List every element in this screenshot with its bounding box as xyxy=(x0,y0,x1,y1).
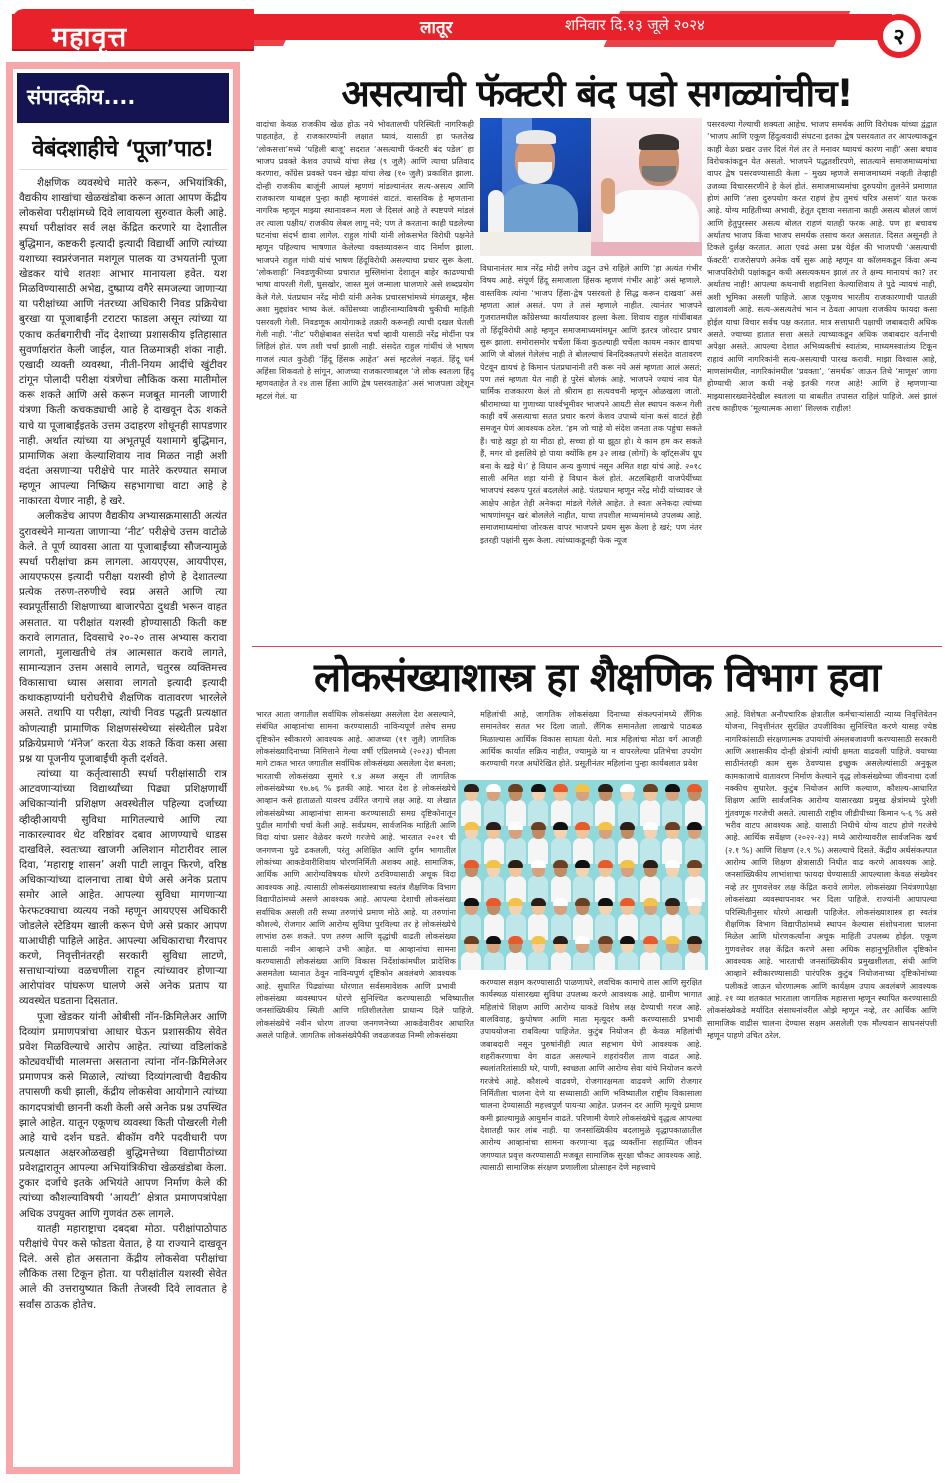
crowd-person xyxy=(684,822,706,860)
article-factory-of-lies xyxy=(252,62,942,642)
article2-headline: लोकसंख्याशास्त्र हा शैक्षणिक विभाग हवा xyxy=(313,655,881,701)
crowd-person xyxy=(549,784,571,822)
crowd-person xyxy=(505,822,527,860)
editorial-title: वेबंदशाहीचे ‘पूजा’पाठ! xyxy=(19,129,227,170)
crowd-person xyxy=(572,784,594,822)
person-hair xyxy=(508,860,523,868)
crowd-person xyxy=(684,860,706,898)
crowd-person xyxy=(594,936,616,970)
crowd-person xyxy=(527,898,549,936)
masthead xyxy=(0,0,945,55)
crowd-person xyxy=(639,860,661,898)
crowd-person xyxy=(460,784,482,822)
person-hair xyxy=(643,936,658,944)
person-hair xyxy=(620,822,635,830)
person-body xyxy=(662,952,682,970)
crowd-person xyxy=(527,936,549,970)
person-hair xyxy=(486,784,501,792)
crowd-person xyxy=(482,822,504,860)
person-hair xyxy=(464,784,479,792)
crowd-person xyxy=(639,898,661,936)
crowd-person xyxy=(482,784,504,822)
article2-column-3 xyxy=(707,708,937,1473)
issue-date: शनिवार दि.१३ जूले २०२४ xyxy=(565,16,705,34)
editorial-paragraph: यातही महाराष्ट्राचा दबदबा मोठा. परीक्षांपाठोपाठ परीक्षांचे पेपर कसे फोडता येतात, हे या राज्याने दाखवून दिले. असे होत असताना केंद्रीय लोकसेवा परीक्षांचा लौकिक तसा टिकून होता. या परीक्षांतील यशस्वी सेवेत आले की उत्तरायुष्यात किती तेजस्वी दिवे लावतात हे सर्वांस ठाऊक होतेच. xyxy=(19,1222,227,1311)
person-hair xyxy=(508,936,523,944)
crowd-person xyxy=(661,822,683,860)
person-hair xyxy=(598,784,613,792)
article-demography-department xyxy=(252,648,942,1478)
person-hair xyxy=(598,822,613,830)
crowd-person xyxy=(482,860,504,898)
person-hair xyxy=(687,898,702,906)
crowd-illustration xyxy=(458,780,708,970)
person-hair xyxy=(464,898,479,906)
figure-beard xyxy=(518,162,552,184)
crowd-person xyxy=(572,898,594,936)
crowd-person xyxy=(482,898,504,936)
person-hair xyxy=(531,860,546,868)
article1-photo xyxy=(480,118,702,256)
crowd-person xyxy=(482,936,504,970)
editorial-inner xyxy=(13,69,233,1467)
person-hair xyxy=(687,784,702,792)
article1-column-2: विधानानंतर मात्र नरेंद्र मोदी लगेच उठून उभे राहिले आणि ‘हा अत्यंत गंभीर विषय आहे. संपूर्ण हिंदू समाजाला हिंसक म्हणणं गंभीर आहे’ असं म्हणाले. वास्तविक त्यांना ‘भाजप हिंसा-द्वेष पसरवतो हे सिद्ध करून दाखवा’ असं म्हणता आलं असतं. पण ते तसं म्हणाले नाहीत. त्यानंतर भाजपने गुजरातमधील काँग्रेसच्या कार्यालयावर हल्ला केला. शिवाय राहुल गांधींबाबत तो हिंदूविरोधी आहे म्हणून समाजमाध्यमांमधून आणि इतरत्र जोरदार प्रचार सुरू झाला. समोरासमोर चर्चेला किंवा कुठल्याही चर्चेला कायम नकार द्यायचा आणि जे बोललं गेलेलंच नाही ते बोलल्याचं बिनदिक्कतपणे संसदेत वातावरण पेटवून द्यायचं हे किमान पंतप्रधानांनी तरी करू नये असं म्हणता आलं असतं; पण तसं म्हणता येत नाही हे पुरेसं बोलकं आहे. भाजपने ज्याचं नाव घेत धार्मिक राजकारण केलं तो श्रीराम हा सत्यवचनी म्हणून ओळखला जातो. श्रीरामाच्या या गुणाच्या पार्श्वभूमीवर भाजपने आयटी सेल स्थापन करून गेली काही वर्षे असत्याचा सतत प्रचार करणं केशव उपाध्ये यांना कसं वाटतं हेही समजून घेणं आवश्यक ठरेल. ‘हम जो चाहे वो संदेश जनता तक पहुंचा सकते हैं। चाहे खट्टा हो या मीठा हो, सच्चा हो या झूठा हो। ये काम हम कर सकते हैं, मगर वो इसलिये हो पाया क्योंकि हम ३२ लाख (लोगों) के व्हॉट्सॲप ग्रूप बना के खड़े थे।’ हे विधान अन्य कुणाचं नसून अमित शहा यांचं आहे. २०१८ साली अमित शहा यांनी हे विधान केलं होतं. अटलबिहारी वाजपेयींच्या भाजपचं स्वरूप पुरतं बदललेलं आहे. पंतप्रधान म्हणून नरेंद्र मोदी यांच्यावर जे आक्षेप आहेत तेही अनेकदा मांडले गेलेले आहेत. ते स्वतः अनेकदा त्यांच्या भाषणांमधून खरं बोललेले नाहीत, याचा तपशील माध्यमांमध्ये उपलब्ध आहे. समाजमाध्यमांचा जोरकस वापर भाजपने प्रथम सुरू केला हे खरं; पण नंतर इतरही पक्षांनी सुरू केला. त्यांच्याकडूनही फेक न्यूज xyxy=(480,263,702,545)
person-hair xyxy=(464,822,479,830)
person-hair xyxy=(508,822,523,830)
crowd-person xyxy=(460,936,482,970)
person-hair xyxy=(464,936,479,944)
crowd-person xyxy=(639,822,661,860)
article1-column-1: वादांचा केवळ राजकीय खेळ होऊ नये भोवतालची परिस्थिती नागरिकही पाहताहेत, हे राजकारण्यांनी लक्षात घ्यावं, यासाठी हा फलतेख ‘लोकसत्ता’मध्ये ‘पहिली बाजू’ सदरात ‘असत्याची फॅक्टरी बंद पडेल’ हा भाजप प्रवक्ते केशव उपाध्ये यांचा लेख (९ जुलै) आणि त्याचा प्रतिवाद करणारा, काँग्रेस प्रवक्ते पवन खेड़ा यांचा लेख (१० जुलै) प्रकाशित झाला. दोन्ही राजकीय बाजूंनी आपलं म्हणणं मांडल्यानंतर सत्य-असत्य आणि राजकारण याबद्दल पुन्हा काही म्हणावंसं वाटतं. वास्तविक हे म्हणताना नागरिक म्हणून माझ्या स्थानावरून मला जे दिसलं आहे ते स्पष्टपणे मांडलं तर त्याला पक्षीय/ राजकीय लेबल लागू नये; पण ते करताना काही घडलेल्या घटनांचा संदर्भ द्यावा लागेल. राहुल गांधी यांनी लोकसभेत विरोधी पक्षनेते म्हणून पहिल्याच भाषणात केलेल्या वक्तव्यावरून वाद निर्माण झाला. भाजपने राहुल गांधी यांचं भाषण हिंदूविरोधी असल्याचा प्रचार सुरू केला. ‘लोकशाही’ निवडणुकीच्या प्रचारात मुस्लिमांना देशातून बाहेर काढण्याची भाषा वापरली गेली, घुसखोर, जास्त मुलं जन्माला घालणारे असे शब्दप्रयोग केले गेले. पंतप्रधान नरेंद्र मोदी यांनी अनेक प्रचारसभांमध्ये मंगळसूत्र, म्हैस अशा मुद्द्यांवर भाष्य केलं. काँग्रेसच्या जाहीरनाम्याविषयी चुकीची माहिती पसरवली गेली. निवडणूक आयोगाकडे तक्रारी करूनही त्याची दखल घेतली गेली नाही. ‘नीट’ परीक्षेबाबत संसदेत चर्चा व्हावी यासाठी नरेंद्र मोदींना पत्र लिहिलं होतं. पण तशी चर्चा झाली नाही. संसदेत राहुल गांधींचं जे भाषण गाजलं त्यात कुठेही ‘हिंदू हिंसक आहेत’ असं म्हटलेलं नव्हतं. हिंदू धर्म अहिंसा शिकवतो हे सांगून, आजच्या राजकारणाबद्दल ‘जे लोक स्वतःला हिंदू म्हणवताहेत ते २४ तास हिंसा आणि द्वेष पसरवताहेत’ असं भाजपला उद्देशून म्हटलं गेलं. या xyxy=(256,119,474,401)
person-hair xyxy=(687,860,702,868)
crowd-person xyxy=(505,860,527,898)
person-body xyxy=(640,952,660,970)
crowd-person xyxy=(661,860,683,898)
person-hair xyxy=(620,784,635,792)
person-hair xyxy=(464,860,479,868)
person-hair xyxy=(575,898,590,906)
crowd-person xyxy=(549,822,571,860)
person-hair xyxy=(687,822,702,830)
crowd-person xyxy=(661,898,683,936)
section-divider xyxy=(252,646,942,647)
paper-logo: महावृत्त xyxy=(52,22,128,53)
person-hair xyxy=(598,860,613,868)
person-hair xyxy=(643,822,658,830)
person-hair xyxy=(486,822,501,830)
person-hair xyxy=(665,898,680,906)
person-hair xyxy=(508,898,523,906)
crowd-person xyxy=(460,822,482,860)
image-wrap-spacer xyxy=(707,782,725,982)
podium xyxy=(591,242,702,256)
person-hair xyxy=(643,898,658,906)
crowd-person xyxy=(549,936,571,970)
crowd-person xyxy=(527,784,549,822)
person-hair xyxy=(553,936,568,944)
photo-politician-right xyxy=(591,118,702,256)
article1-headline: असत्याची फॅक्टरी बंद पडो सगळ्यांचीच! xyxy=(341,72,853,115)
photo-politician-left xyxy=(480,118,591,256)
person-hair xyxy=(665,784,680,792)
person-body xyxy=(573,952,593,970)
person-body xyxy=(506,952,526,970)
crowd-person xyxy=(617,822,639,860)
person-body xyxy=(484,952,504,970)
page-number-badge: २ xyxy=(877,14,921,58)
crowd-person xyxy=(617,860,639,898)
person-hair xyxy=(665,860,680,868)
person-hair xyxy=(575,860,590,868)
article1-column-3: पसरवल्या गेल्याची शक्यता आहेच. भाजप समर्थक आणि विरोधक यांच्या द्वंद्वात ‘भाजप आणि एकूण हिंदुत्ववादी संघटना इतका द्वेष पसरवतात तर आपल्याकडून काही वेळा प्रखर उत्तर दिलं गेलं तर ते मनावर घ्यायचं कारण नाही’ असा बचाव विरोधकांकडून येत असतो. भाजपने पद्धतशीरपणे, सातत्याने समाजमाध्यमांचा वापर द्वेष पसरवण्यासाठी केला – मुख्य म्हणजे समाजमाध्यमं नव्हती तेव्हाही उजव्या विचारसरणीने हे केलं होतं. समाजमाध्यमांचा दुरुपयोग तुलनेने प्रमाणात होणं आणि ‘तसा दुरुपयोग करत राहणं हेच तुमचं चरित्र असणं’ यात फरक आहे. योग्य माहितीच्या अभावी, हेतूत दृष्टावा नसताना काही असत्य बोललं जाणं आणि हेतुपुरस्सर असत्य बोलत राहणं यातही फरक आहे. पण हा बचावच अर्थातच भाजप किंवा भाजप समर्थक तसाच करत असतात. दिसत असूनही ते टिकले दुर्लक्ष करतात. आता एवढं असा प्रश्न येईल की भाजपची ‘असत्याची फॅक्टरी’ राजरोसपणे अनेक वर्षे सुरू आहे म्हणून या कॉलमकडून किंवा अन्य भाजपविरोधी पक्षांकडून कधी असत्यकथन झालं तर ते क्षम्य मानायचं का? तर अर्थातच नाही! आपल्या कथनाची शहानिशा केल्याशिवाय ते पुढे न्यायचं नाही, अशी भूमिका असली पाहिजे. आज एकूणच भारतीय राजकारणाची पातळी खालावली आहे. सत्य-असत्यतेचं भान न ठेवता आपला राजकीय फायदा कसा होईल याचा विचार सर्वच पक्ष करतात. मात्र सत्ताधारी पक्षाची जबाबदारी अधिक असते. ज्याच्या हातात सत्ता असते त्याच्याकडून अधिक जबाबदार वर्तनाची अपेक्षा असते. आपल्या देशात अभिव्यक्तीचं स्वातंत्र्य, माध्यमस्वातंत्र्य टिकून राहावं आणि नागरिकांनी सत्य-असत्याची पारख करावी. माझा विश्वास आहे, माणसांमधील, नागरिकांमधील ‘प्रवक्ता’, ‘समर्थक’ जाऊन तिथे ‘माणूस’ जागा होण्याची आज कधी नव्हे इतकी गरज आहे! आणि हे म्हणणाऱ्या माझ्यासारख्यानेदेखील स्वतःला या बाबतीत तपासत राहिलं पाहिजे. असं झालं तरच काहीएक ‘मूल्यात्मक आशा’ शिल्लक राहील! xyxy=(707,119,937,413)
editorial-paragraph: त्यांच्या या कर्तृत्वासाठी स्पर्धा परीक्षांसाठी रात्र आटवणाऱ्यांच्या विद्यार्थ्यांच्या पिढ्या प्रशिक्षणार्थी अधिकाऱ्यांनी प्रशिक्षण अवस्थेतील पहिल्या दर्जाच्या व्हीव्हीआयपी सुविधा मागितल्याचे आणि त्या नाकारल्यावर थेट वरिष्ठांवर दबाव आणण्याचे धाडस दाखविले. स्वतःच्या खाजगी अलिशान मोटारीवर लाल दिवा, ‘महाराष्ट्र शासन’ अशी पाटी लावून फिरणे, वरिष्ठ अधिकाऱ्यांच्या दालनाचा ताबा घेणे असे अनेक प्रताप समोर आले आहेत. आपल्या सुविधा मागणाऱ्या फेरफटक्याचा व्यत्यय नको म्हणून आयएएस अधिकारी जोडलेले स्टेडियम खाली करून घेणे असे प्रकार आपण याआधीही पाहिले आहेत. आपल्या अधिकाराचा गैरवापर करणे, निवृत्तीनंतरही सरकारी सुविधा लाटणे, सत्ताधाऱ्यांच्या वळचणीला राहून त्यांच्यावर होणाऱ्या आरोपांवर पांघरूण घालणे असे अनेक प्रताप या व्यवस्थेत घडताना दिसतात. xyxy=(19,768,227,1008)
figure-hair xyxy=(516,130,556,144)
crowd-person xyxy=(505,898,527,936)
person-hair xyxy=(665,822,680,830)
crowd-person xyxy=(639,936,661,970)
crowd-person xyxy=(527,822,549,860)
person-hair xyxy=(575,822,590,830)
crowd-person xyxy=(684,936,706,970)
person-hair xyxy=(687,936,702,944)
person-hair xyxy=(620,860,635,868)
crowd-person xyxy=(594,822,616,860)
editorial-section-label: संपादकीय.... xyxy=(17,73,229,123)
crowd-person xyxy=(617,898,639,936)
crowd-person xyxy=(684,784,706,822)
person-hair xyxy=(598,898,613,906)
person-hair xyxy=(665,936,680,944)
person-hair xyxy=(643,784,658,792)
person-hair xyxy=(486,898,501,906)
crowd-person xyxy=(549,860,571,898)
editorial-paragraph: अलीकडेच आपण वैद्यकीय अभ्यासक्रमासाठी अत्यंत दुरावस्थेने मान्यता जाणाऱ्या ‘नीट’ परीक्षेचे उत्तम वाटोळे केले. ते पूर्ण व्यावसा आता या पूजाबाईंच्या सौजन्यामुळे स्पर्धा परीक्षांचा क्रम लागला. आयएएस, आयपीएस, आयएफएस इत्यादी परीक्षा यशस्वी होणे हे देशातल्या प्रत्येक तरुण-तरुणीचे स्वप्न असते आणि त्या स्वप्नपूर्तीसाठी शिक्षणाच्या बाजारपेठा दुथडी भरून वाहत असतात. या परीक्षांत यशस्वी होण्यासाठी किती कष्ट करावे लागतात, दिवसाचे २०-२० तास अभ्यास करावा लागतो, मुलाखतीचे तंत्र आत्मसात करावे लागते, सामान्यज्ञान उत्तम असावे लागते, चतुरस्र व्यक्तिमत्त्व विकासाचा ध्यास असावा लागतो इत्यादी इत्यादी कथाकहाण्यांनी घरोघरीचे शैक्षणिक वातावरण भारलेले असते. तथापि या परीक्षा, त्यांची निवड पद्धती प्रत्यक्षात कोणत्याही प्रामाणिक शिक्षणसंस्थेच्या संस्थेतील प्रवेश प्रक्रियेप्रमाणे ‘मॅनेज’ करता येऊ शकते किंवा कसा असा प्रश्न या पूजनीय पूजाबाईंची कृती दर्शवते. xyxy=(19,510,227,765)
person-body xyxy=(685,952,705,970)
person-body xyxy=(528,952,548,970)
person-hair xyxy=(553,898,568,906)
editorial-body xyxy=(19,176,227,1313)
crowd-person xyxy=(505,784,527,822)
crowd-person xyxy=(527,860,549,898)
figure-beard xyxy=(642,166,676,182)
person-hair xyxy=(620,936,635,944)
person-hair xyxy=(575,784,590,792)
person-hair xyxy=(643,860,658,868)
person-hair xyxy=(531,936,546,944)
figure-hand xyxy=(601,178,615,214)
edition-city: लातूर xyxy=(420,18,453,38)
crowd-person xyxy=(639,784,661,822)
article2-column-2-text: महिलांची आहे, जागतिक लोकसंख्या दिनाच्या संकल्पनांमध्ये लैंगिक समानतेवर सतत भर दिला जातो. लैंगिक समानतेला लाखाचे पाठबळ मिळाल्यास आर्थिक विकास साधता येतो. मात्र महिलांचा मोठा वर्ग आजही आर्थिक कार्यात सक्रिय नाहीत, ज्यामुळे या न वापरलेल्या प्रतिभेचा उपयोग करण्याची गरज अधोरेखित होते. प्रसूतीनंतर महिलांना पुन्हा कार्यबलात प्रवेश xyxy=(480,709,702,769)
crowd-person xyxy=(594,860,616,898)
editorial-paragraph: पूजा खेडकर यांनी ओबीसी नॉन-क्रिमिलेअर आणि दिव्यांग प्रमाणपत्रांचा आधार घेऊन प्रशासकीय सेवेत प्रवेश मिळविल्याचे आरोप आहेत. त्यांच्या वडिलांकडे कोट्यवधींची मालमत्ता असताना त्यांना नॉन-क्रिमिलेअर प्रमाणपत्र कसे मिळाले, त्यांच्या दिव्यांगत्वाची वैद्यकीय तपासणी कधी झाली, केंद्रीय लोकसेवा आयोगाने त्यांच्या कागदपत्रांची छाननी कशी केली असे अनेक प्रश्न उपस्थित झाले आहेत. यातून एकूणच व्यवस्था किती पोखरली गेली आहे याचे दर्शन घडते. बीकॉम वगैरे पदवीधारी पण प्रत्यक्षात अक्षरओळखही बुद्धिमत्तेच्या विद्यापीठांच्या प्रवेशद्वारातून आपल्या अभियांत्रिकीचा खेळखंडोबा केला. टुकार दर्जाचे इतके अभियंते आपण निर्माण केले की त्यांच्या कौशल्याविषयी ‘आयटी’ क्षेत्रात प्रमाणपत्रांपेक्षा अधिक उपयुक्त आणि गुणवंत ठरू लागले. xyxy=(19,1010,227,1220)
crowd-person xyxy=(572,822,594,860)
person-hair xyxy=(486,860,501,868)
article2-column-1 xyxy=(256,708,474,1473)
person-hair xyxy=(598,936,613,944)
person-body xyxy=(461,952,481,970)
crowd-person xyxy=(684,898,706,936)
logo-banner xyxy=(12,9,254,53)
person-hair xyxy=(486,936,501,944)
crowd-person xyxy=(505,936,527,970)
crowd-person xyxy=(661,784,683,822)
podium xyxy=(480,232,591,256)
person-hair xyxy=(531,898,546,906)
crowd-person xyxy=(594,898,616,936)
person-hair xyxy=(553,784,568,792)
crowd-person xyxy=(617,936,639,970)
person-body xyxy=(595,952,615,970)
article1-column-2-wrapper xyxy=(480,118,702,632)
editorial-paragraph: शैक्षणिक व्यवस्थेचे मातेरे करून, अभियांत्रिकी, वैद्यकीय शाखांचा खेळखंडोबा करून आता आपण केंद्रीय लोकसेवा परीक्षांमध्ये दिवे लावायला सुरुवात केली आहे. स्पर्धा परीक्षांवर सर्व लक्ष केंद्रित करणारे या देशातील बुद्धिमान, कष्टकरी इत्यादी इत्यादी विद्यार्थी आणि त्यांच्या यशाच्या स्वप्नरंजनात मशगूल पालक या उभयतांनी पूजा खेडकर यांचे शतशः आभार मानायला हवेत. यश मिळविण्यासाठी अभेद्य, दुष्प्राप्य वगैरे समजल्या जाणाऱ्या या परीक्षांच्या आणि नंतरच्या अधिकारी निवड प्रक्रियेचा बुरखा या पूजाबाईंनी टराटरा फाडला असून त्यांच्या या एकाच कर्तबगारीची नोंद देशाच्या प्रशासकीय इतिहासात सुवर्णाक्षरांत केली जाईल, यात तिळमात्रही शंका नाही. एखादी व्यक्ती व्यवस्था, नीती-नियम आदींचे खुंटीवर टांगून पोलादी परीक्षा यंत्रणेचा लौकिक कसा मातीमोल करू शकते आणि असे करून मजबूत मानली जाणारी यंत्रणा किती कचकड्याची आहे हे दाखवून देऊ शकते याचे या पूजाबाईंइतके उत्तम उदाहरण शोधूनही सापडणार नाही. अर्थात त्यांच्या या अभूतपूर्व यशामागे बुद्धिमान, प्रामाणिक अशा केल्याशिवाय नाव मिळत नाही अशी वदंता असणाऱ्या परीक्षेचे पार मातेरे करण्यात समाज म्हणून आपल्या निष्क्रिय सहभागाचा वाटा आहे हे नाकारता येणार नाही, हे खरे. xyxy=(19,177,227,508)
crowd-person xyxy=(572,860,594,898)
crowd-person xyxy=(617,784,639,822)
figure-hair xyxy=(639,134,679,150)
crowd-person xyxy=(661,936,683,970)
crowd-person xyxy=(594,784,616,822)
person-hair xyxy=(553,822,568,830)
person-hair xyxy=(531,784,546,792)
person-hair xyxy=(553,860,568,868)
article2-column-1-text: भारत आता जगातील सर्वाधिक लोकसंख्या असलेला देश असल्याने, संबंधित आव्हानांचा सामना करण्यासाठी नाविन्यपूर्ण तसेच समग्र दृष्टिकोन स्वीकारणे आवश्यक आहे. आजच्या (११ जुलै) जागतिक लोकसंख्यादिनाच्या निमित्ताने गेल्या वर्षी एप्रिलमध्ये (२०२३) चीनला मागे टाकत भारत जगातील सर्वाधिक लोकसंख्या असलेला देश बनला; भारताची लोकसंख्या सुमारे १.४ अब्ज असून ती जागतिक लोकसंख्येच्या १७.७६ % इतकी आहे. भारत देश हे लोकसंख्येचे आव्हान कसे हाताळतो यावरच उर्वरित जगाचे लक्ष आहे. या लेखात लोकसंख्येच्या आव्हानांचा सामना करण्यासाठी समग्र दृष्टिकोनातून पुढील मार्गांची चर्चा केली आहे. सर्वप्रथम, सार्वजनिक माहिती आणि विदा यांचा प्रसार वेळेवर करणे गरजेचे आहे. भारतात २०२१ ची जनगणना पुढे ढकलली, परंतु अशिक्षित आणि दुर्गम भागातील लोकांच्या आकडेवारीशिवाय धोरणनिर्मिती अशक्य आहे. सामाजिक, आर्थिक आणि आरोग्यविषयक धोरणे ठरविण्यासाठी अचूक विदा आवश्यक आहे. त्यासाठी लोकसंख्याशास्त्राचा स्वतंत्र शैक्षणिक विभाग विद्यापीठांमध्ये असणे आवश्यक आहे. आपल्या देशाची लोकसंख्या सर्वाधिक असली तरी सध्या तरुणांचे प्रमाण मोठे आहे. या तरुणांना कौशल्ये, रोजगार आणि आरोग्य सुविधा पुरविल्या तर हे लोकसंख्येचे लाभांश ठरू शकते. पण तरुण आणि वृद्धांची वाढती लोकसंख्या यासाठी नवीन आव्हाने उभी आहेत. या आव्हानांचा सामना करण्यासाठी लोकसंख्या आणि विकास निर्देशांकांमधील प्रादेशिक असमतेला ध्यानात ठेवून नाविन्यपूर्ण दृष्टिकोन अवलंबणे आवश्यक आहे. सुधारित पिढ्यांच्या धोरणात सर्वसमावेशक आणि प्रभावी लोकसंख्या व्यवस्थापन धोरणे सुनिश्चित करण्यासाठी भविष्यातील जनसांख्यिकीय स्थिती आणि गतिशीलतेला प्राधान्य दिले पाहिजे. लोकसंख्येचे नवीन धोरण ताज्या जनगणनेच्या आकडेवारीवर आधारित असले पाहिजे. जागतिक लोकसंख्येपैकी जवळजवळ निम्मी लोकसंख्या xyxy=(256,709,474,1040)
crowd-person xyxy=(549,898,571,936)
person-body xyxy=(618,952,638,970)
person-hair xyxy=(508,784,523,792)
article2-column-3-text: आहे. विशेषतः अनौपचारिक क्षेत्रातील कर्मचाऱ्यांसाठी न्याय्य निवृत्तिवेतन योजना, निवृत्तीनंतर सुरक्षित उपजीविका सुनिश्चित करणे यासह ज्येष्ठ नागरिकांसाठी संरक्षणात्मक उपायांची अंमलबजावणी करण्यासाठी सरकारी आणि अशासकीय दोन्ही क्षेत्रांनी त्यांची क्षमता वाढवली पाहिजे. वयाच्या साठीनंतरही काम सुरू ठेवण्यास इच्छुक असलेल्यांसाठी अनुकूल कामकाजाचे वातावरण निर्माण केल्याने वृद्ध लोकसंख्येच्या जीवनाचा दर्जा नक्कीच सुधारेल. कुटुंब नियोजन आणि कल्याण, कौशल्य-आधारित शिक्षण आणि सार्वजनिक आरोग्य यासारख्या प्रमुख क्षेत्रांमध्ये पुरेशी गुंतवणूक गरजेची असते. त्यासाठी राष्ट्रीय जीडीपीच्या किमान ५-६ % असे भरीव वाटप आवश्यक आहे. यासाठी निधीचे योग्य वाटप होणे गरजेचे आहे. आर्थिक सर्वेक्षण (२०२२-२३) मध्ये आरोग्यावरील सार्वजनिक खर्च (२.१ %) आणि शिक्षण (२.९ %) असल्याचे दिसते. केंद्रीय अर्थसंकल्पात आरोग्य आणि शिक्षण क्षेत्रासाठी निधीत वाढ करणे आवश्यक आहे. जनसांख्यिकीय लाभांशाचा फायदा घेण्यासाठी आपल्याला केवळ संख्येवर नव्हे तर गुणवत्तेवर लक्ष केंद्रित करावे लागेल. लोकसंख्या नियंत्रणापेक्षा लोकसंख्या व्यवस्थापनावर भर दिला पाहिजे. राज्यांनी आपापल्या परिस्थितीनुसार धोरणे आखली पाहिजेत. लोकसंख्याशास्त्र हा स्वतंत्र शैक्षणिक विभाग विद्यापीठांमध्ये स्थापन केल्यास संशोधनाला चालना मिळेल आणि धोरणकर्त्यांना अचूक माहिती उपलब्ध होईल. एकूण गुणवत्तेवर लक्ष केंद्रित करणे असा अधिक सहानुभूतिशील दृष्टिकोन आवश्यक आहे. भारताची जनसांख्यिकीय प्रमुखशीलता, संधी आणि आव्हाने स्वीकारण्यासाठी पारंपरिक कुटुंब नियोजनाच्या दृष्टिकोनांच्या पलीकडे जाऊन धोरणात्मक आणि कार्यक्षम उपाय अवलंबणे आवश्यक आहे. २१ व्या शतकात भारताला जागतिक महासत्ता म्हणून स्थापित करण्यासाठी लोकसंख्येकडे मर्यादित संसाधनांवरील ओझे म्हणून नव्हे, तर आर्थिक आणि सामाजिक वाढीस चालना देण्यास सक्षम असलेली एक मौल्यवान साधनसंपत्ती म्हणून पाहणे उचित ठरेल. xyxy=(707,709,937,1040)
person-hair xyxy=(620,898,635,906)
editorial-column xyxy=(6,62,240,1474)
article2-column-2-text-continued: करण्यास सक्षम करण्यासाठी पाळणाघरे, लवचिक कामाचे तास आणि सुरक्षित कार्यस्थळ यांसारख्या सुविधा उपलब्ध करणे आवश्यक आहे. ग्रामीण भागात महिलांचे शिक्षण आणि आरोग्य याकडे विशेष लक्ष देण्याची गरज आहे. बालविवाह, कुपोषण आणि माता मृत्यूदर कमी करण्यासाठी प्रभावी उपाययोजना राबविल्या पाहिजेत. कुटुंब नियोजन ही केवळ महिलांची जबाबदारी नसून पुरुषांनीही त्यात सहभाग घेणे आवश्यक आहे. शहरीकरणाचा वेग वाढत असल्याने शहरांवरील ताण वाढत आहे. स्थलांतरितांसाठी घरे, पाणी, स्वच्छता आणि आरोग्य सेवा यांचे नियोजन करणे गरजेचे आहे. कौशल्ये वाढवणे, रोजगारक्षमता वाढवणे आणि रोजगार निर्मितीला चालना देणे या सध्यासाठी आणि भविष्यातील राष्ट्रीय विकासाला चालना देण्यासाठी महत्त्वपूर्ण पायऱ्या आहेत. प्रजनन दर आणि मृत्यूचे प्रमाण कमी झाल्यामुळे आयुर्मान वाढते. परिणामी येणारे लोकसंख्येचे वृद्धत्व आपल्या देशातही फार लांब नाही. या जनसांख्यिकीय बदलामुळे वृद्धापकाळातील आरोग्य आव्हानांचा सामना करणाऱ्या वृद्ध व्यक्तींना सहाय्यित जीवन जगण्यात प्रवृत्त करण्यासाठी मजबूत सामाजिक सुरक्षा चौकट आवश्यक आहे. त्यासाठी सामाजिक संरक्षण प्रणालीला प्रोत्साहन देणे महत्त्वाचे xyxy=(480,977,702,1173)
person-hair xyxy=(531,822,546,830)
person-hair xyxy=(575,936,590,944)
person-body xyxy=(551,952,571,970)
crowd-person xyxy=(572,936,594,970)
crowd-person xyxy=(460,898,482,936)
crowd-person xyxy=(460,860,482,898)
